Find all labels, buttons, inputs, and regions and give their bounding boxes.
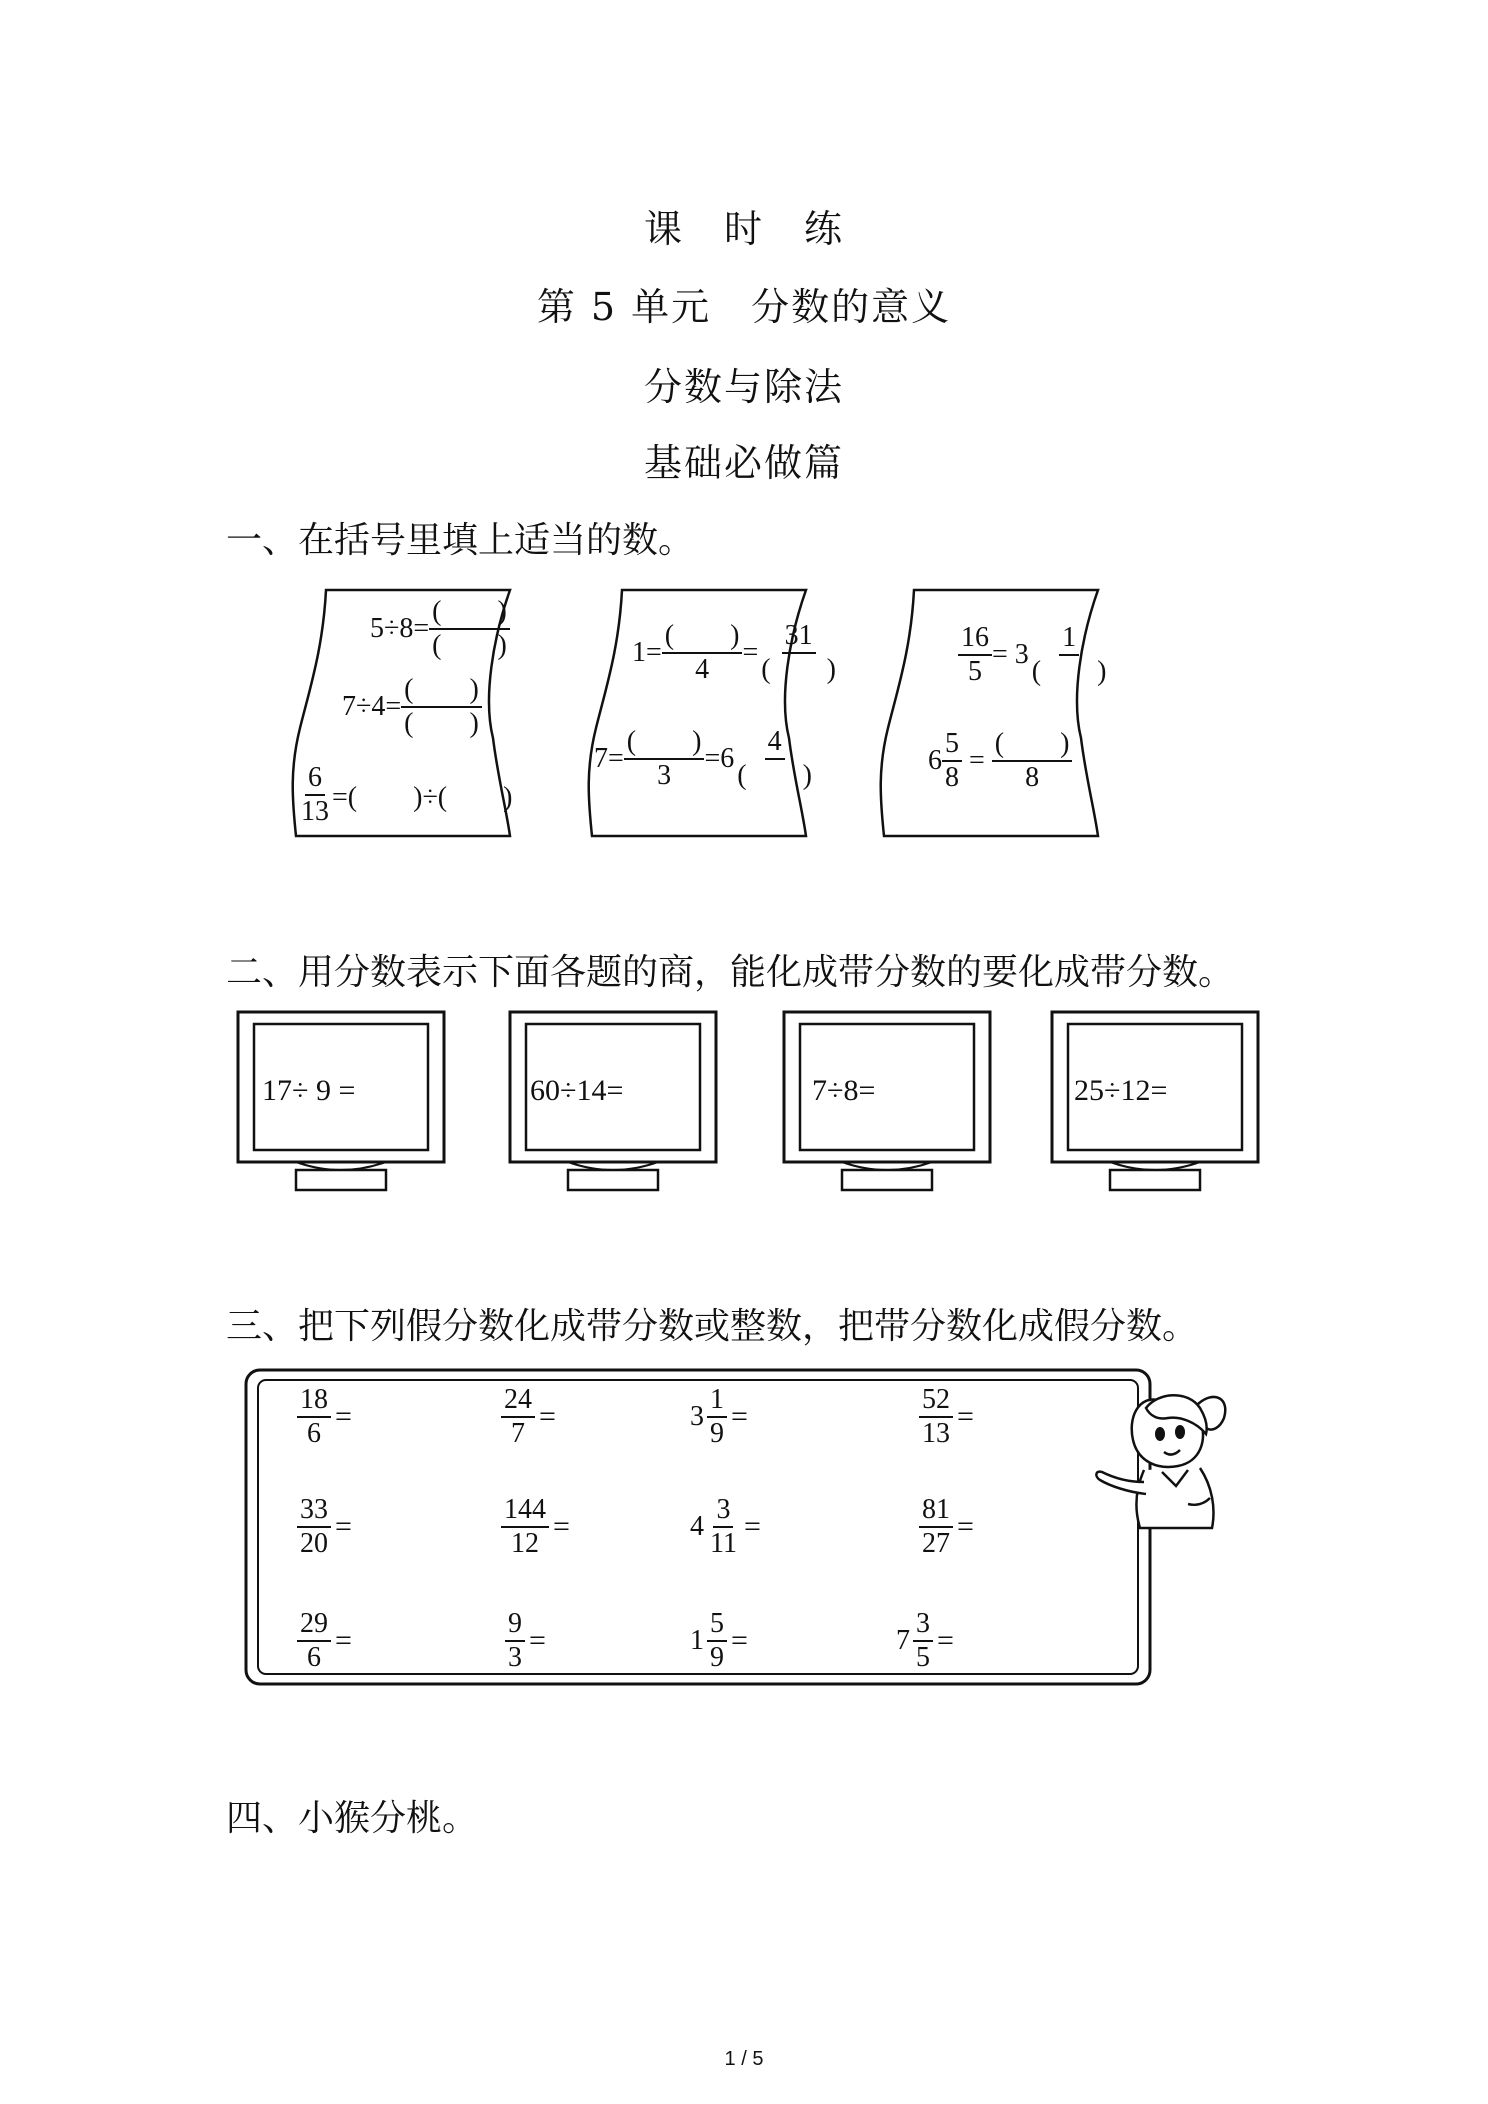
numerator-blank[interactable]: ( ) (624, 728, 705, 760)
section-1-title: 一、在括号里填上适当的数。 (226, 520, 695, 561)
denominator: 13 (301, 796, 329, 827)
equals: =6 (704, 743, 735, 774)
numerator: 144 (501, 1496, 549, 1528)
equals: = (937, 1624, 954, 1657)
equals: = (335, 1624, 352, 1657)
denominator: 13 (922, 1418, 950, 1449)
monitor-3 (782, 1010, 992, 1195)
numerator: 5 (707, 1610, 727, 1642)
unit-title: 第 5 单元 分数的意义 (536, 285, 952, 329)
fraction-item (502, 1610, 546, 1672)
whole: 6 (928, 745, 942, 776)
page-number: 1 / 5 (724, 2048, 764, 2070)
numerator-blank[interactable]: ( ) (992, 730, 1073, 762)
division-expression: 25÷12= (1074, 1074, 1168, 1107)
numerator: 3 (713, 1496, 733, 1528)
paper1-line1 (370, 598, 510, 660)
monitor-1 (236, 1010, 446, 1195)
denominator-blank[interactable]: ( ) (404, 708, 479, 739)
expr: 5÷8= (370, 613, 430, 644)
denominator-blank[interactable]: ( ) (761, 654, 836, 685)
equals: = (731, 1400, 748, 1433)
division-expression: 60÷14= (530, 1074, 624, 1107)
fraction-item (294, 1610, 352, 1672)
expr: 7÷4= (342, 691, 402, 722)
numerator: 52 (919, 1386, 953, 1418)
lesson-title: 分数与除法 (643, 365, 844, 409)
lead: 7= (594, 743, 624, 774)
paper1-line3 (298, 764, 512, 826)
paper3-line1 (958, 624, 1109, 686)
denominator: 3 (657, 760, 672, 791)
equals: = (553, 1510, 570, 1543)
numerator: 24 (501, 1386, 535, 1418)
numerator: 6 (305, 764, 325, 796)
paper1-line2 (342, 676, 482, 738)
equals: = 3 (992, 639, 1029, 670)
division-expression: 17÷ 9 = (262, 1074, 356, 1107)
division-blanks[interactable]: =( )÷( ) (332, 782, 513, 813)
fraction-item (498, 1386, 556, 1448)
fraction-item (690, 1386, 748, 1448)
section-4-title: 四、小猴分桃。 (226, 1798, 479, 1839)
paper-card-1 (288, 588, 513, 838)
level-title: 基础必做篇 (643, 441, 844, 485)
section-2-title: 二、用分数表示下面各题的商，能化成带分数的要化成带分数。 (226, 952, 1235, 993)
page-title: 课 时 练 (643, 207, 844, 251)
division-expression: 7÷8= (812, 1074, 876, 1107)
equals: = (335, 1400, 352, 1433)
paper-card-3 (876, 588, 1107, 838)
numerator: 1 (707, 1386, 727, 1418)
numerator: 81 (919, 1496, 953, 1528)
denominator: 8 (1025, 762, 1040, 793)
fraction-item (498, 1496, 570, 1558)
fraction-item (690, 1610, 748, 1672)
denominator: 5 (916, 1642, 930, 1673)
numerator-blank[interactable]: ( ) (429, 598, 510, 630)
denominator: 27 (922, 1528, 950, 1559)
numerator: 33 (297, 1496, 331, 1528)
fraction-item (294, 1386, 352, 1448)
fraction-item (916, 1386, 974, 1448)
paper3-line2 (928, 730, 1072, 792)
paper2-line1 (632, 622, 839, 684)
denominator: 9 (710, 1418, 724, 1449)
fraction-item (690, 1496, 761, 1558)
fraction-item (916, 1496, 974, 1558)
numerator-blank[interactable]: ( ) (401, 676, 482, 708)
lead: 1= (632, 637, 662, 668)
numerator: 4 (765, 728, 785, 760)
whole: 3 (690, 1401, 704, 1432)
paper-card-2 (584, 588, 836, 838)
denominator-blank[interactable]: ( ) (737, 760, 812, 791)
whole: 4 (690, 1511, 704, 1542)
denominator: 6 (307, 1418, 321, 1449)
monitor-2 (508, 1010, 718, 1195)
numerator: 1 (1059, 624, 1079, 656)
equals: = (743, 1510, 761, 1543)
equals: = (957, 1400, 974, 1433)
equals: = (742, 637, 759, 668)
denominator: 8 (945, 762, 959, 793)
equals: = (957, 1510, 974, 1543)
numerator: 18 (297, 1386, 331, 1418)
denominator: 12 (511, 1528, 539, 1559)
denominator: 9 (710, 1642, 724, 1673)
monitor-4 (1050, 1010, 1260, 1195)
section-3-title: 三、把下列假分数化成带分数或整数，把带分数化成假分数。 (226, 1306, 1199, 1347)
numerator: 5 (942, 730, 962, 762)
whole: 7 (896, 1625, 910, 1656)
equals: = (529, 1624, 546, 1657)
denominator-blank[interactable]: ( ) (432, 630, 507, 661)
equals: = (731, 1624, 748, 1657)
equals: = (539, 1400, 556, 1433)
denominator: 20 (300, 1528, 328, 1559)
denominator: 3 (508, 1642, 522, 1673)
numerator: 3 (913, 1610, 933, 1642)
numerator-blank[interactable]: ( ) (662, 622, 743, 654)
fraction-item (896, 1610, 954, 1672)
denominator: 4 (695, 654, 710, 685)
equals: = (335, 1510, 352, 1543)
fraction-item (294, 1496, 352, 1558)
numerator: 31 (782, 622, 816, 654)
paper2-line2 (594, 728, 815, 790)
denominator-blank[interactable]: ( ) (1031, 656, 1107, 687)
numerator: 29 (297, 1610, 331, 1642)
numerator: 16 (958, 624, 992, 656)
equals: = (962, 745, 992, 776)
girl-illustration-icon (1088, 1378, 1248, 1538)
whole: 1 (690, 1625, 704, 1656)
denominator: 11 (710, 1528, 737, 1559)
denominator: 7 (511, 1418, 525, 1449)
denominator: 6 (307, 1642, 321, 1673)
numerator: 9 (505, 1610, 525, 1642)
denominator: 5 (968, 656, 982, 687)
